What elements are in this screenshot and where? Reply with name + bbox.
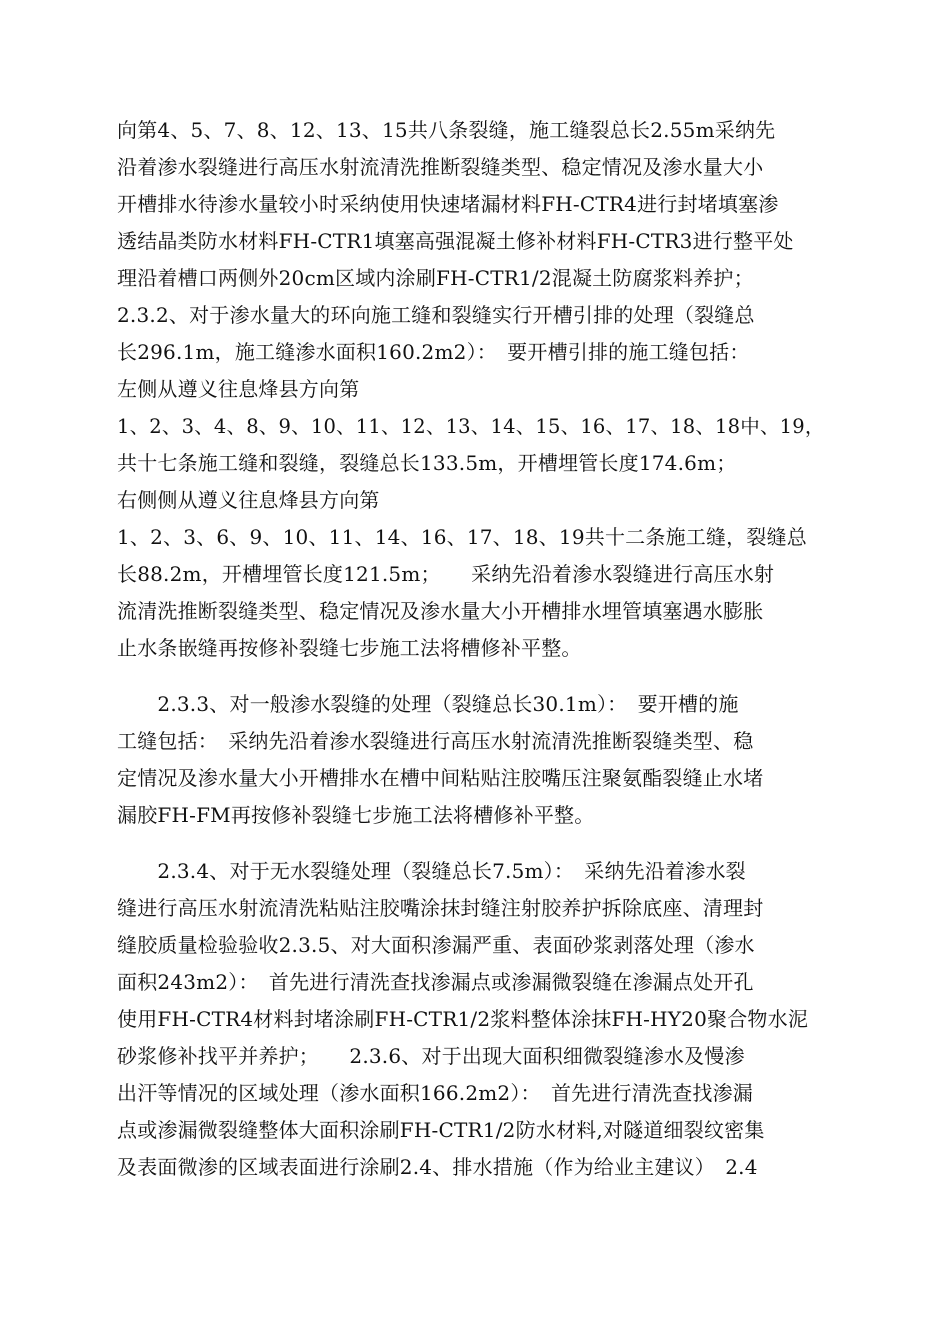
text-line: 左侧从遵义往息烽县方向第 (117, 377, 360, 401)
section-2-3-4-heading: 2.3.4、对于无水裂缝处理（裂缝总长7.5m）： 采纳先沿着渗水裂 (117, 859, 746, 883)
text-line: 1、2、3、6、9、10、11、14、16、17、18、19共十二条施工缝，裂缝总 (117, 525, 807, 549)
text-line: 砂浆修补找平并养护； 2.3.6、对于出现大面积细微裂缝渗水及慢渗 (117, 1044, 745, 1068)
text-line: 长88.2m，开槽埋管长度121.5m； 采纳先沿着渗水裂缝进行高压水射 (117, 562, 775, 586)
text-line: 止水条嵌缝再按修补裂缝七步施工法将槽修补平整。 (117, 636, 582, 660)
text-line: 共十七条施工缝和裂缝，裂缝总长133.5m，开槽埋管长度174.6m； (117, 451, 737, 475)
paragraph-gap (117, 834, 835, 853)
text-line: 沿着渗水裂缝进行高压水射流清洗推断裂缝类型、稳定情况及渗水量大小 (117, 155, 764, 179)
text-line: 工缝包括： 采纳先沿着渗水裂缝进行高压水射流清洗推断裂缝类型、稳 (117, 729, 754, 753)
text-line: 定情况及渗水量大小开槽排水在槽中间粘贴注胶嘴压注聚氨酯裂缝止水堵 (117, 766, 764, 790)
text-line: 开槽排水待渗水量较小时采纳使用快速堵漏材料FH-CTR4进行封堵填塞渗 (117, 192, 779, 216)
text-line: 点或渗漏微裂缝整体大面积涂刷FH-CTR1/2防水材料,对隧道细裂纹密集 (117, 1118, 765, 1142)
text-line: 右侧侧从遵义往息烽县方向第 (117, 488, 380, 512)
text-line: 出汗等情况的区域处理（渗水面积166.2m2）： 首先进行清洗查找渗漏 (117, 1081, 753, 1105)
text-line: 及表面微渗的区域表面进行涂刷2.4、排水措施（作为给业主建议） 2.4 (117, 1155, 758, 1179)
section-2-3-3-heading: 2.3.3、对一般渗水裂缝的处理（裂缝总长30.1m）： 要开槽的施 (117, 692, 739, 716)
text-line: 流清洗推断裂缝类型、稳定情况及渗水量大小开槽排水埋管填塞遇水膨胀 (117, 599, 764, 623)
text-line: 面积243m2）： 首先进行清洗查找渗漏点或渗漏微裂缝在渗漏点处开孔 (117, 970, 754, 994)
paragraph-gap (117, 667, 835, 686)
text-line: 长296.1m，施工缝渗水面积160.2m2）： 要开槽引排的施工缝包括： (117, 340, 750, 364)
text-line: 漏胶FH-FM再按修补裂缝七步施工法将槽修补平整。 (117, 803, 595, 827)
text-line: 向第4、5、7、8、12、13、15共八条裂缝，施工缝裂总长2.55m采纳先 (117, 118, 776, 142)
text-line: 透结晶类防水材料FH-CTR1填塞高强混凝土修补材料FH-CTR3进行整平处 (117, 229, 794, 253)
text-line: 缝胶质量检验验收2.3.5、对大面积渗漏严重、表面砂浆剥落处理（渗水 (117, 933, 755, 957)
document-body (117, 112, 835, 1186)
text-line: 理沿着槽口两侧外20cm区域内涂刷FH-CTR1/2混凝土防腐浆料养护； (117, 266, 754, 290)
text-line: 缝进行高压水射流清洗粘贴注胶嘴涂抹封缝注射胶养护拆除底座、清理封 (117, 896, 764, 920)
text-line: 使用FH-CTR4材料封堵涂刷FH-CTR1/2浆料整体涂抹FH-HY20聚合物水泥 (117, 1007, 809, 1031)
section-2-3-2-heading: 2.3.2、对于渗水量大的环向施工缝和裂缝实行开槽引排的处理（裂缝总 (117, 303, 755, 327)
text-line: 1、2、3、4、8、9、10、11、12、13、14、15、16、17、18、18中、19， (117, 415, 825, 438)
